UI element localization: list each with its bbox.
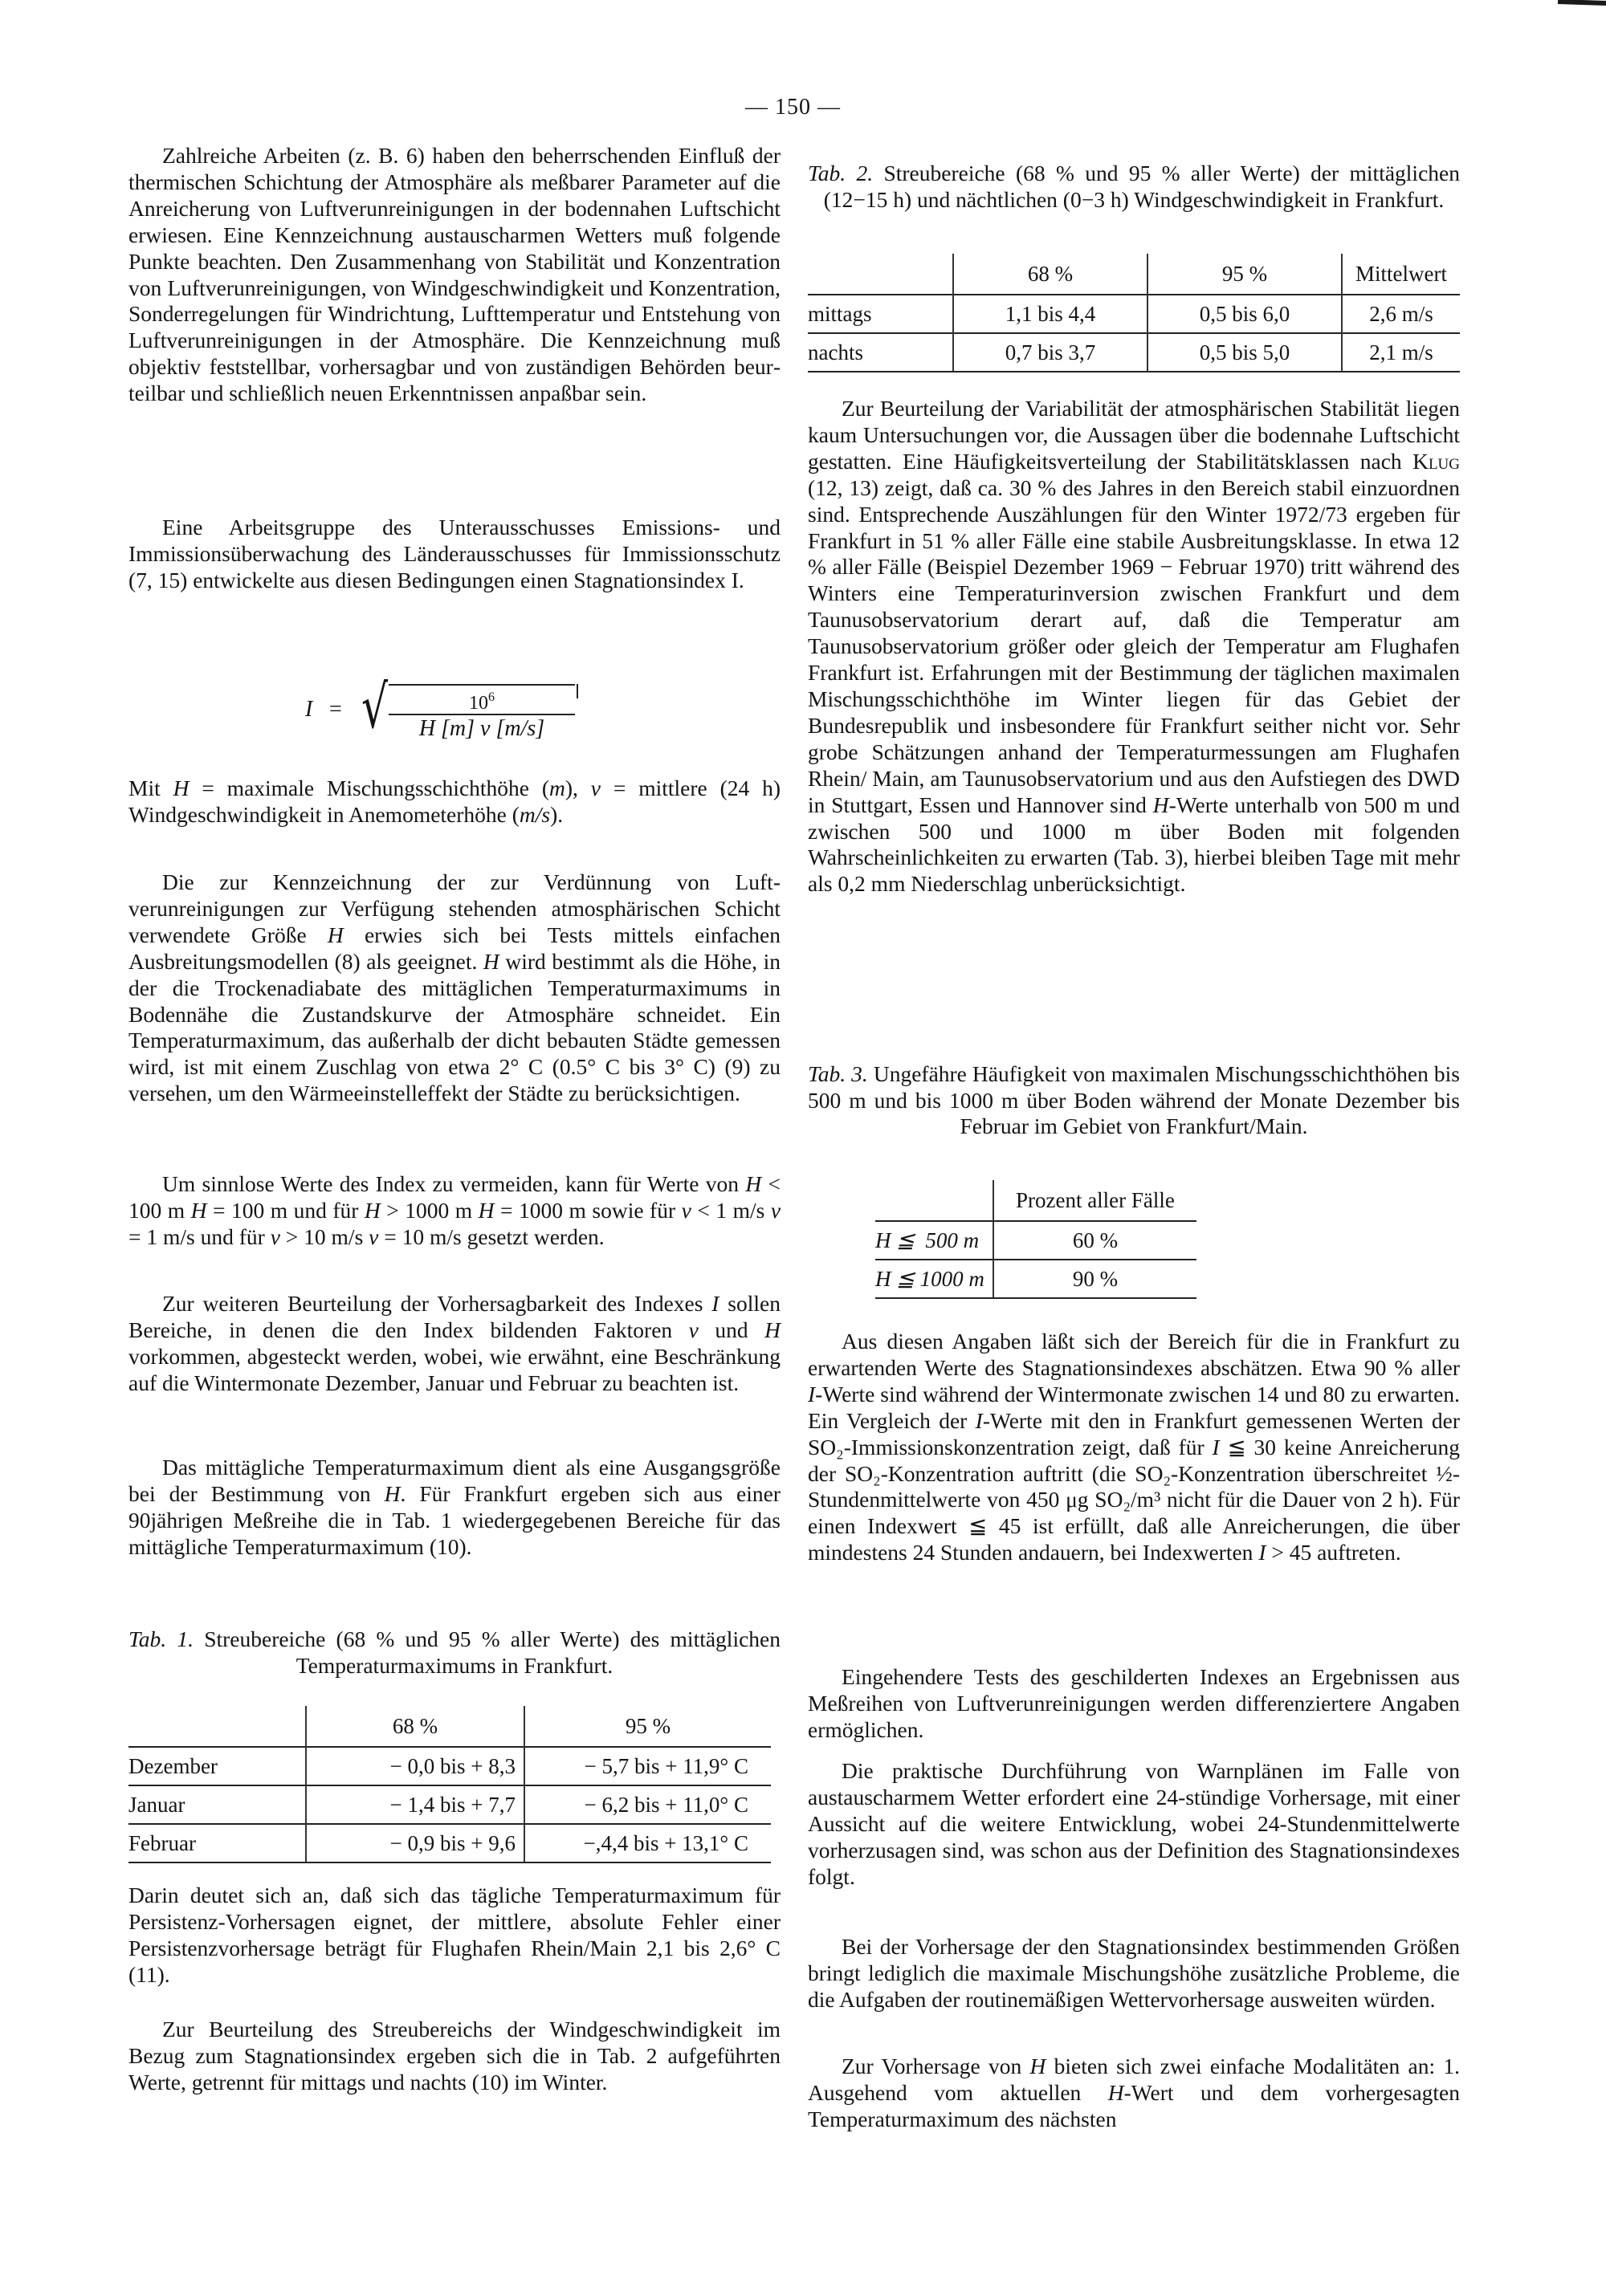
paragraph-further-tests: Eingehendere Tests des geschilderten Indexes an Ergebnissen aus Meßreihen von Luftverunreinigungen werden differenziertere Angaben ermöglichen. [808, 1664, 1460, 1742]
table2-caption: Tab. 2. Streubereiche (68 % und 95 % aller Werte) der mittäglichen (12−15 h) und nächtlichen (0−3 h) Windgeschwindigkeit in Frankfurt. [808, 161, 1460, 212]
table-row: H ≦ 1000 m 90 % [875, 1260, 1196, 1298]
paragraph-mixing-forecast: Bei der Vorhersage der den Stagnationsindex bestimmenden Größen bringt lediglich die maximale Mischungshöhe zusätzliche Probleme, die die Aufgaben der routinemäßigen Wettervorhersage ausweiten würden. [808, 1934, 1460, 2012]
table-header-row: 68 % 95 % Mittelwert [808, 254, 1460, 295]
paragraph-index-range: Aus diesen Angaben läßt sich der Bereich für die in Frankfurt zu erwartenden Werte des Stagnationsindexes abschätzen. Etwa 90 % aller I-Werte sind während der Wintermonate zwischen 14 und 80 zu erwarten. Ein Vergleich der I-Werte mit den in Frankfurt gemessenen Werten der SO₂-Immissionskonzentration zeigt, daß für I ≦ 30 keine Anreicherung der SO₂-Konzentration auftritt (die SO₂-Konzentration überschreitet ½-Stundenmittelwerte von 450 μg SO₂/m³ nicht für die Dauer von 2 h). Für einen Indexwert ≦ 45 ist erfüllt, daß alle Anreicherungen, die über mindestens 24 Stunden andauern, bei Indexwerten I > 45 auftreten. [808, 1329, 1461, 1565]
table-header-row: Prozent aller Fälle [875, 1180, 1196, 1221]
paragraph-stability: Zur Beurteilung der Variabilität der atmosphärischen Stabilität liegen kaum Untersuchungen vor, die Aussagen über die bodennahe Luftschicht gestatten. Eine Häufigkeitsverteilung der Stabilitätsklassen nach Klug (12, 13) zeigt, daß ca. 30 % des Jahres in den Bereich stabil einzuordnen sind. Entsprechende Auszählungen für den Winter 1972/73 ergeben für Frankfurt in 51 % aller Fälle eine stabile Ausbreitungsklasse. In etwa 12 % aller Fälle (Beispiel Dezember 1969 − Februar 1970) tritt während des Winters eine Temperaturinversion zwischen Frankfurt und dem Taunusobservatorium derart auf, daß die Temperatur am Taunusobservatorium größer oder gleich der Temperatur am Flughafen Frankfurt ist. Erfahrungen mit der Bestimmung der täglichen maximalen Mischungsschichthöhe im Winter liegen für das Gebiet der Bundesrepublik und insbesondere für Frankfurt seither nicht vor. Sehr grobe Schätzungen anhand der Temperaturmessungen am Flughafen Rhein/ Main, am Taunusobservatorium und aus den Aufstiegen des DWD in Stuttgart, Essen und Hannover sind H-Werte unterhalb von 500 m und zwischen 500 und 1000 m über Boden mit folgenden Wahrscheinlichkeiten zu erwarten (Tab. 3), hierbei bleiben Tage mit mehr als 0,2 mm Niederschlag unberücksichtigt. [808, 396, 1460, 897]
paragraph-temperature-max: Das mittägliche Temperaturmaximum dient als eine Ausgangsgröße bei der Bestimmung von H. Für Frankfurt ergeben sich aus einer 90jährigen Meßreihe die in Tab. 1 wiedergegebenen Bereiche für das mittägliche Temperaturmaximum (10). [128, 1455, 781, 1559]
paragraph-predictability: Zur weiteren Beurteilung der Vorhersagbarkeit des Indexes I sollen Bereiche, in denen die den Index bildenden Faktoren v und H vorkommen, abgesteckt werden, wobei, wie erwähnt, eine Beschränkung auf die Wintermonate Dezember, Januar und Februar zu beachten ist. [128, 1291, 781, 1395]
formula-fraction: $\frac{10^6}{H [m] v [m/s]}$ [389, 684, 575, 743]
paragraph-persistence: Darin deutet sich an, daß sich das tägliche Temperaturmaximum für Persistenz-Vorhersagen eignet, der mittlere, absolute Fehler einer Persistenzvorhersage beträgt für Flughafen Rhein/Main 2,1 bis 2,6° C (11). [128, 1883, 781, 1987]
paragraph-wind-spread: Zur Beurteilung des Streubereichs der Windgeschwindigkeit im Bezug zum Stagnationsindex ergeben sich die in Tab. 2 aufgeführten Werte, getrennt für mittags und nachts (10) im Winter. [128, 2017, 781, 2094]
table1 [128, 1706, 781, 1863]
page-number: — 150 — [745, 95, 841, 120]
table-row: Februar − 0,9 bis + 9,6 −,4,4 bis + 13,1° C [128, 1824, 771, 1862]
paragraph-intro: Zahlreiche Arbeiten (z. B. 6) haben den beherrschenden Einfluß der thermischen Schichtung der Atmosphäre als meßbarer Parameter auf die Anreicherung von Luftverunreinigungen in der bodennahen Luftschicht erwiesen. Eine Kennzeichnung austauscharmen Wetters muß folgende Punkte beachten. Den Zusammenhang von Stabilität und Konzentration von Luftverunreinigungen, von Windgeschwindigkeit und Konzentration, Sonderregelungen für Windrichtung, Lufttemperatur und Entstehung von Luftverunreinigungen in der Atmosphäre. Die Kennzeichnung muß objektiv feststellbar, vorhersagbar und von zuständigen Behörden beurteilbar und schließlich neuen Erkenntnissen anpaßbar sein. [128, 143, 781, 406]
paragraph-definitions: Mit H = maximale Mischungsschichthöhe (m), v = mittlere (24 h) Windgeschwindigkeit in Anemometerhöhe (m/s). [128, 776, 781, 827]
table-row: mittags 1,1 bis 4,4 0,5 bis 6,0 2,6 m/s [808, 295, 1460, 333]
table3-caption: Tab. 3. Ungefähre Häufigkeit von maximalen Mischungsschichthöhen bis 500 m und bis 1000 m über Boden während der Monate Dezember bis Februar im Gebiet von Frankfurt/Main. [808, 1061, 1460, 1138]
paragraph-arbeitsgruppe: Eine Arbeitsgruppe des Unterausschusses Emissions- und Immissionsüberwachung des Länderausschusses für Immissionsschutz (7, 15) entwickelte aus diesen Bedingungen einen Stagnationsindex I. [128, 515, 781, 592]
scan-artifact-corner [1558, 0, 1606, 6]
table-row: nachts 0,7 bis 3,7 0,5 bis 5,0 2,1 m/s [808, 333, 1460, 372]
table-row: H ≦ 500 m 60 % [875, 1221, 1196, 1260]
table-row: Dezember − 0,0 bis + 8,3 − 5,7 bis + 11,9° C [128, 1747, 771, 1785]
table1-caption: Tab. 1. Streubereiche (68 % und 95 % aller Werte) des mittäglichen Temperaturmaximums in Frankfurt. [128, 1626, 781, 1678]
square-root-icon: √ [361, 673, 389, 742]
paragraph-mixing-height: Die zur Kennzeichnung der zur Verdünnung von Luftverunreinigungen zur Verfügung stehenden atmosphärischen Schicht verwendete Größe H erwies sich bei Tests mittels einfachen Ausbreitungsmodellen (8) als geeignet. H wird bestimmt als die Höhe, in der die Trockenadiabate des mittäglichen Temperaturmaximums in Bodennähe die Zustandskurve der Atmosphäre schneidet. Ein Temperaturmaximum, das außerhalb der dicht bebauten Städte gemessen wird, ist mit einem Zuschlag von etwa 2° C (0.5° C bis 3° C) (9) zu versehen, um den Wärmeeinstelleffekt der Städte zu berücksichtigen. [128, 869, 781, 1106]
paragraph-warning-plans: Die praktische Durchführung von Warnplänen im Falle von austauscharmem Wetter erfordert eine 24-stündige Vorhersage, mit einer Aussicht auf die weitere Entwicklung, wobei 24-Stundenmittelwerte vorherzusagen sind, was schon aus der Definition des Stagnationsindexes folgt. [808, 1758, 1460, 1889]
table-header-row: 68 % 95 % [128, 1706, 771, 1747]
table2 [808, 254, 1460, 372]
table-row: Januar − 1,4 bis + 7,7 − 6,2 bis + 11,0° C [128, 1785, 771, 1824]
paragraph-limits: Um sinnlose Werte des Index zu vermeiden, kann für Werte von H < 100 m H = 100 m und für H > 1000 m H = 1000 m sowie für v < 1 m/s v = 1 m/s und für v > 10 m/s v = 10 m/s gesetzt werden. [128, 1171, 781, 1249]
table3 [875, 1180, 1196, 1299]
stagnation-index-formula: I = √ $\frac{10^6}{H [m] v [m/s]}$ [305, 684, 594, 740]
paragraph-h-forecast: Zur Vorhersage von H bieten sich zwei einfache Modalitäten an: 1. Ausgehend vom aktuellen H-Wert und dem vorhergesagten Temperaturmaximum des nächsten [808, 2054, 1460, 2131]
